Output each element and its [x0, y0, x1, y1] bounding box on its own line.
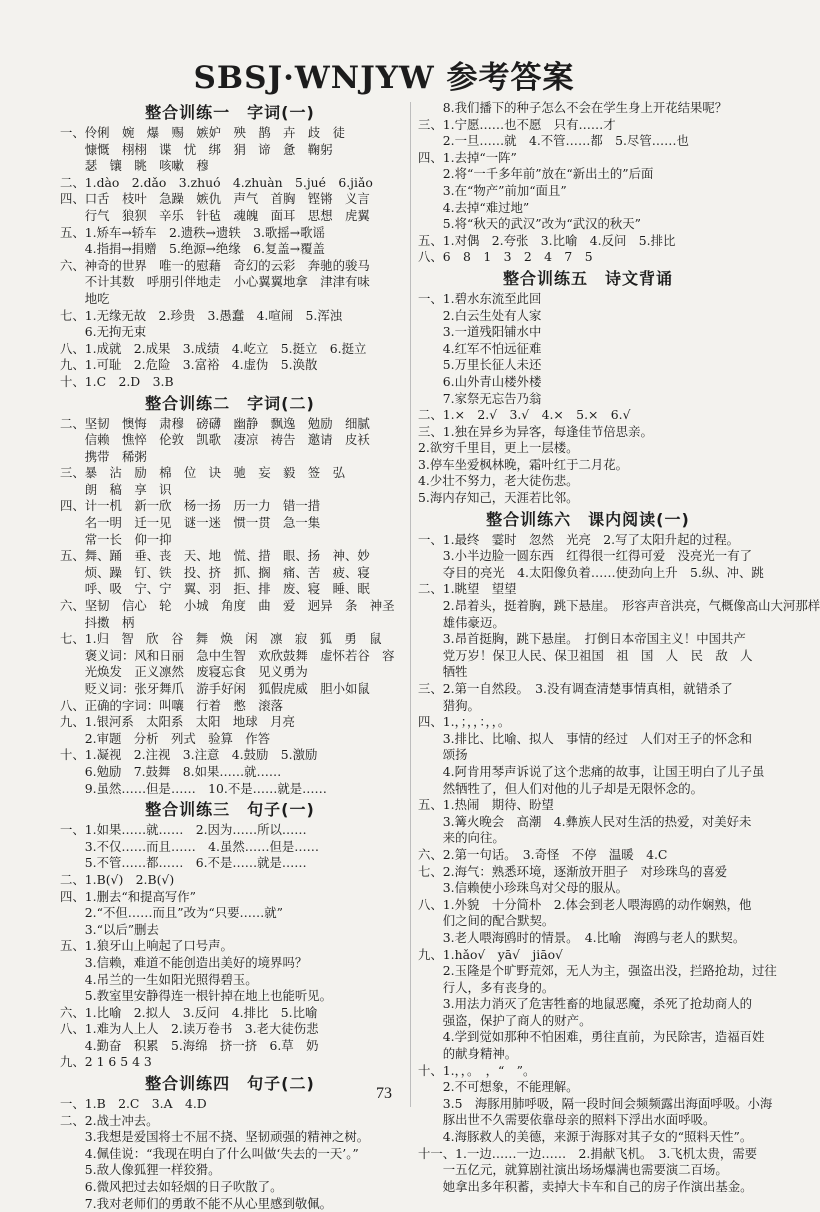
page-title: SBSJ·WNJYW 参考答案 [193, 60, 575, 96]
answer-line: 4.阿肯用琴声诉说了这个悲痛的故事，让国王明白了儿子虽 [418, 763, 765, 779]
answer-line: 4.学到觉如那种不怕困难，勇往直前，为民除害，造福百姓 [418, 1029, 765, 1045]
answer-line: 4.海豚救人的美德，来源于海豚对其子女的“照料天性”。 [418, 1129, 753, 1145]
answer-line: 四、口舌 枝叶 急躁 嫉仇 声气 首胸 铿锵 义言 [60, 191, 370, 207]
answer-line: 6.山外青山楼外楼 [418, 373, 542, 389]
section-heading: 整合训练五 诗文背诵 [502, 268, 673, 288]
answer-line: 四、1.，；，，：，，。 [418, 714, 511, 730]
answer-line: 五、1.矫车→轿车 2.遗秩→遗轶 3.歌摇→歌谣 [60, 224, 325, 240]
answer-line: 2.欲穷千里目，更上一层楼。 [418, 440, 579, 456]
answer-line: 然牺牲了，但人们对他的儿子却是无限怀念的。 [418, 780, 703, 796]
column-divider [410, 102, 411, 1107]
answer-line: 九、2 1 6 5 4 3 [60, 1054, 152, 1070]
right-column [418, 100, 820, 1195]
answer-line: 3.排比、比喻、拟人 事情的经过 人们对王子的怀念和 [418, 730, 752, 746]
answer-line: 十、1.，，。 ，“ ”。 [418, 1062, 536, 1078]
answer-line: 九、1.银河系 太阳系 太阳 地球 月亮 [60, 714, 295, 730]
answer-line: 六、坚韧 信心 轮 小城 角度 曲 爱 迥异 条 神圣 [60, 598, 395, 614]
answer-line: 3.5 海豚用肺呼吸，隔一段时间会频频露出海面呼吸。小海 [418, 1095, 773, 1111]
answer-line: 豚出世不久需要依靠母亲的照料下浮出水面呼吸。 [418, 1112, 716, 1128]
answer-line: 四、计一机 新一欣 杨一扬 历一力 错一措 [60, 498, 321, 514]
answer-line: 2.一旦……就 4.不管……都 5.尽管……也 [418, 133, 689, 149]
answer-line: 3.用法力消灭了危害牲畜的地鼠恶魔，杀死了抢劫商人的 [418, 996, 752, 1012]
answer-line: 她拿出多年积蓄，卖掉大卡车和自己的房子作演出基金。 [418, 1178, 753, 1194]
answer-line: 7.我对老师们的勇敢不能不从心里感到敬佩。 [60, 1195, 333, 1211]
answer-line: 五、舞、踊 垂、丧 天、地 慌、措 眼、扬 神、妙 [60, 548, 370, 564]
answer-line: 8.我们播下的种子怎么不会在学生身上开花结果呢？ [418, 100, 728, 115]
answer-line: 3.我想是爱国将士不屈不挠、坚韧顽强的精神之树。 [60, 1129, 370, 1145]
answer-line: 3.不仅……而且…… 4.虽然……但是…… [60, 838, 320, 854]
left-column [60, 100, 400, 1212]
answer-line: 5.将“秋天的武汉”改为“武汉的秋天” [418, 216, 642, 232]
answer-line: 4.去掉“难过地” [418, 199, 530, 215]
answer-line: 慷慨 栩栩 谍 忧 绑 狷 谛 惫 鞠躬 [60, 141, 333, 157]
answer-line: 5.不管……都…… 6.不是……就是…… [60, 855, 307, 871]
answer-line: 五、1.狼牙山上响起了口号声。 [60, 938, 233, 954]
answer-line: 6.勉励 7.鼓舞 8.如果……就…… [60, 763, 282, 779]
section-heading: 整合训练四 句子(二) [145, 1074, 315, 1094]
answer-line: 八、1.外貌 十分简朴 2.体会到老人喂海鸥的动作娴熟，他 [418, 896, 752, 912]
answer-line: 二、1.dào 2.dǎo 3.zhuó 4.zhuàn 5.jué 6.jiǎo [60, 174, 373, 190]
answer-line: 三、1.独在异乡为异客，每逢佳节倍思亲。 [418, 423, 653, 439]
answer-line: 的献身精神。 [418, 1046, 518, 1062]
answer-line: 一、1.如果……就…… 2.因为……所以…… [60, 822, 307, 838]
answer-line: 9.虽然……但是…… 10.不是……就是…… [60, 780, 327, 796]
answer-line: 3.老人喂海鸥时的情景。 4.比喻 海鸥与老人的默契。 [418, 929, 746, 945]
answer-line: 五、1.热闹 期待、盼望 [418, 797, 554, 813]
answer-line: 一、1.最终 霎时 忽然 光亮 2.写了太阳升起的过程。 [418, 531, 740, 547]
answer-line: 六、神奇的世界 唯一的慰藉 奇幻的云彩 奔驰的骏马 [60, 257, 370, 273]
answer-line: 3.信赖，难道不能创造出美好的境界吗？ [60, 954, 308, 970]
answer-line: 2.审题 分析 列式 验算 作答 [60, 730, 271, 746]
answer-line: 夺目的亮光 4.太阳像负着……使劲向上升 5.纵、冲、跳 [418, 564, 764, 580]
answer-line: 4.吊兰的一生如阳光照得碧玉。 [60, 971, 258, 987]
section-heading: 整合训练一 字词(一) [145, 103, 315, 122]
answer-line: 强盗，保护了商人的财产。 [418, 1012, 592, 1028]
answer-line: 常一长 仰一抑 [60, 531, 172, 547]
answer-line: 呼、吸 宁、宁 翼、羽 拒、排 废、寝 睡、眠 [60, 581, 370, 597]
section-heading: 整合训练六 课内阅读(一) [486, 509, 690, 529]
answer-line: 猎狗。 [418, 697, 480, 713]
answer-line: 朗 稿 享 识 [60, 481, 172, 497]
answer-line: 5.海内存知己，天涯若比邻。 [418, 490, 579, 506]
answer-line: 瑟 镶 眺 咳嗽 穆 [60, 158, 209, 174]
answer-line: 贬义词：张牙舞爪 游手好闲 狐假虎威 胆小如鼠 [60, 681, 370, 696]
answer-line: 们之间的配合默契。 [418, 913, 555, 929]
answer-line: 4.勤奋 积累 5.海绵 挤一挤 6.草 奶 [60, 1037, 319, 1053]
answer-line: 6.微风把过去如轻烟的日子吹散了。 [60, 1179, 283, 1195]
answer-line: 信赖 憔悴 伦敦 凯歌 凄凉 祷告 邀请 皮袄 [60, 432, 370, 448]
answer-line: 牺牲 [418, 664, 468, 680]
answer-line: 雄伟豪迈。 [418, 614, 505, 630]
answer-line: 十一、1.一边……一边…… 2.捐献飞机。 3.飞机太贵，需要 [418, 1145, 758, 1161]
answer-line: 七、1.归 智 欣 谷 舞 焕 闲 凛 寂 狐 勇 鼠 [60, 631, 382, 647]
answer-line: 6.无拘无束 [60, 324, 147, 340]
answer-line: 一五亿元，就算剧社演出场场爆满也需要演二百场。 [418, 1162, 728, 1178]
answer-line: 行人，多有丧身的。 [418, 979, 555, 995]
answer-line: 2.“不但……而且”改为“只要……就” [60, 905, 284, 921]
answer-line: 2.昂着头，挺着胸，跳下悬崖。 形容声音洪亮，气概像高山大河那样 [418, 598, 820, 614]
answer-line: 八、1.难为人上人 2.读万卷书 3.老大徒伤悲 [60, 1021, 319, 1037]
answer-line: 3.在“物产”前加“面且” [418, 182, 567, 198]
answer-line: 三、暴 沾 励 棉 位 诀 驰 妄 毅 签 弘 [60, 465, 345, 481]
answer-line: 不计其数 呼朋引伴地走 小心翼翼地拿 津津有味 [60, 274, 370, 290]
answer-line: 3.小半边脸一圆东西 红得很一红得可爱 没亮光一有了 [418, 548, 752, 564]
answer-line: 4.红军不怕远征难 [418, 340, 542, 356]
answer-line: 十、1.凝视 2.注视 3.注意 4.鼓励 5.激励 [60, 747, 318, 763]
answer-line: 二、坚韧 懊悔 肃穆 磅礴 幽静 飘逸 勉励 细腻 [60, 415, 370, 431]
answer-line: 二、1.眺望 望望 [418, 581, 517, 597]
answer-line: 一、1.B 2.C 3.A 4.D [60, 1096, 207, 1112]
answer-line: 烦、躁 钉、铁 投、挤 抓、搁 痛、苦 疲、寝 [60, 564, 383, 580]
answer-line: 名一明 迁一见 谜一迷 惯一贯 急一集 [60, 515, 321, 531]
answer-line: 四、1.去掉“一阵” [418, 149, 517, 165]
answer-line: 三、2.第一自然段。 3.没有调查清楚事情真相，就错杀了 [418, 681, 733, 696]
answer-line: 3.“以后”删去 [60, 921, 159, 937]
answer-line: 行气 狼狈 辛乐 针毡 魂魄 面耳 思想 虎翼 [60, 207, 370, 223]
answer-line: 二、2.战士冲去。 [60, 1112, 159, 1128]
answer-line: 九、1.hǎo√ yā√ jiāo√ [418, 946, 563, 962]
answer-line: 3.停车坐爱枫林晚，霜叶红于二月花。 [418, 456, 629, 472]
answer-line: 三、1.宁愿……也不愿 只有……才 [418, 116, 616, 132]
answer-line: 八、6 8 1 3 2 4 7 5 [418, 249, 593, 265]
answer-line: 4.佩佳说：“我现在明白了什么叫做‘失去的一天’。” [60, 1145, 359, 1161]
answer-line: 六、2.第一句话。 3.奇怪 不停 温暖 4.C [418, 846, 668, 862]
answer-line: 2.不可想象，不能理解。 [418, 1079, 579, 1095]
answer-line: 来的向往。 [418, 830, 505, 846]
answer-line: 4.少壮不努力，老大徒伤悲。 [418, 473, 579, 489]
answer-line: 九、1.可耻 2.危险 3.富裕 4.虚伪 5.涣散 [60, 357, 318, 373]
answer-line: 八、正确的字词：叫嚷 行着 憋 滚落 [60, 697, 284, 713]
answer-line: 3.信赖使小珍珠鸟对父母的服从。 [418, 880, 629, 896]
answer-line: 3.昂首挺胸，跳下悬崖。 打倒日本帝国主义！中国共产 [418, 631, 746, 647]
answer-line: 3.篝火晚会 高潮 4.彝族人民对生活的热爱，对美好未 [418, 813, 752, 829]
answer-line: 八、1.成就 2.成果 3.成绩 4.屹立 5.挺立 6.挺立 [60, 340, 367, 356]
answer-line: 党万岁！保卫人民、保卫祖国 祖 国 人 民 敌 人 [418, 647, 753, 663]
answer-line: 六、1.比喻 2.拟人 3.反问 4.排比 5.比喻 [60, 1004, 318, 1020]
answer-line: 7.家祭无忘告乃翁 [418, 390, 542, 406]
section-heading: 整合训练三 句子(一) [145, 800, 315, 820]
answer-line: 二、1.× 2.√ 3.√ 4.× 5.× 6.√ [418, 407, 631, 423]
answer-line: 二、1.B(√) 2.B(√) [60, 871, 175, 887]
answer-line: 一、1.碧水东流至此回 [418, 290, 542, 306]
answer-line: 2.将“一千多年前”放在“新出土的”后面 [418, 166, 654, 182]
answer-line: 颂扬 [418, 747, 468, 763]
answer-line: 五、1.对偶 2.夸张 3.比喻 4.反问 5.排比 [418, 232, 676, 248]
answer-line: 光焕发 正义凛然 废寝忘食 见义勇为 [60, 664, 308, 680]
answer-line: 一、伶俐 婉 爆 赐 嫉妒 殃 鹊 卉 歧 徒 [60, 125, 345, 140]
answer-line: 七、1.无缘无故 2.珍贵 3.愚蠢 4.喧闹 5.浑浊 [60, 307, 343, 323]
answer-line: 5.万里长征人未还 [418, 357, 542, 373]
answer-line: 抖擞 柄 [60, 614, 135, 630]
answer-line: 2.玉隆是个旷野荒郊，无人为主，强盗出没，拦路抢劫，过往 [418, 963, 777, 979]
section-heading: 整合训练二 字词(二) [145, 393, 315, 413]
answer-line: 携带 稀粥 [60, 448, 147, 464]
answer-line: 十、1.C 2.D 3.B [60, 373, 174, 389]
answer-line: 地吃 [60, 290, 110, 306]
answer-line: 3.一道残阳铺水中 [418, 324, 542, 340]
answer-line: 5.敌人像狐狸一样狡猾。 [60, 1162, 221, 1178]
answer-line: 5.教室里安静得连一根针掉在地上也能听见。 [60, 988, 333, 1004]
answer-line: 褒义词：风和日丽 急中生智 欢欣鼓舞 虚怀若谷 容 [60, 647, 395, 663]
answer-line: 七、2.海气：熟悉环境，逐渐放开胆子 对珍珠鸟的喜爱 [418, 863, 728, 879]
page-number: 73 [376, 1085, 392, 1102]
answer-line: 四、1.删去“和提高写作” [60, 888, 197, 904]
answer-line: 2.白云生处有人家 [418, 307, 542, 323]
answer-line: 4.指捐→捐赠 5.绝源→绝缘 6.复盖→覆盖 [60, 241, 325, 257]
